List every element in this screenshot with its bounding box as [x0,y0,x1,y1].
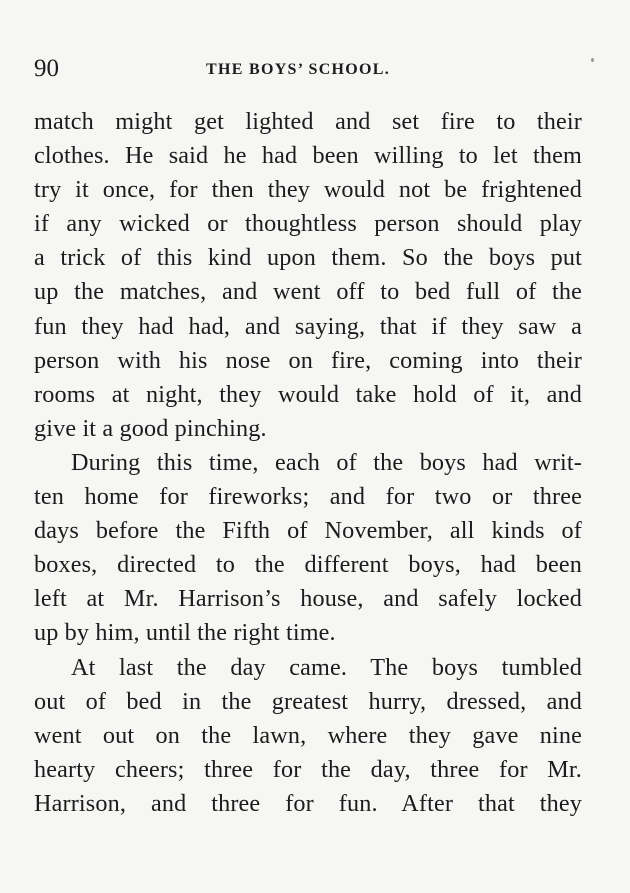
paragraph [34,105,582,446]
text-line: days before the Fifth of November, all kinds of [34,517,582,545]
text-line: match might get lighted and set fire to their [34,108,582,135]
page-number: 90 [34,55,59,82]
text-line: ten home for fireworks; and for two or three [34,483,582,511]
running-title: THE BOYS’ SCHOOL. [206,61,391,78]
body-text [34,105,582,821]
text-line: went out on the lawn, where they gave nine [34,721,582,749]
text-line: give it a good pinching. [34,414,267,442]
text-line: if any wicked or thoughtless person should play [34,210,582,238]
text-line: try it once, for then they would not be frightened [34,176,582,204]
text-line: left at Mr. Harrison’s house, and safely locked [34,585,582,613]
paragraph [34,446,582,651]
text-line: out of bed in the greatest hurry, dressed, and [34,687,582,715]
paper-speck [591,58,594,62]
running-head [34,54,582,84]
text-line: Harrison, and three for fun. After that they [34,789,582,817]
text-line: rooms at night, they would take hold of it, and [34,380,582,408]
text-line: fun they had had, and saying, that if they saw a [34,312,582,340]
text-line: During this time, each of the boys had writ- [71,448,582,476]
text-line: At last the day came. The boys tumbled [71,653,582,681]
text-line: up by him, until the right time. [34,619,336,647]
text-line: hearty cheers; three for the day, three for Mr. [34,755,582,783]
text-line: person with his nose on fire, coming into their [34,346,582,374]
text-line: up the matches, and went off to bed full of the [34,278,582,306]
text-line: clothes. He said he had been willing to let them [34,142,582,170]
text-line: boxes, directed to the different boys, had been [34,551,582,579]
paragraph [34,651,582,821]
text-line: a trick of this kind upon them. So the boys put [34,244,582,272]
